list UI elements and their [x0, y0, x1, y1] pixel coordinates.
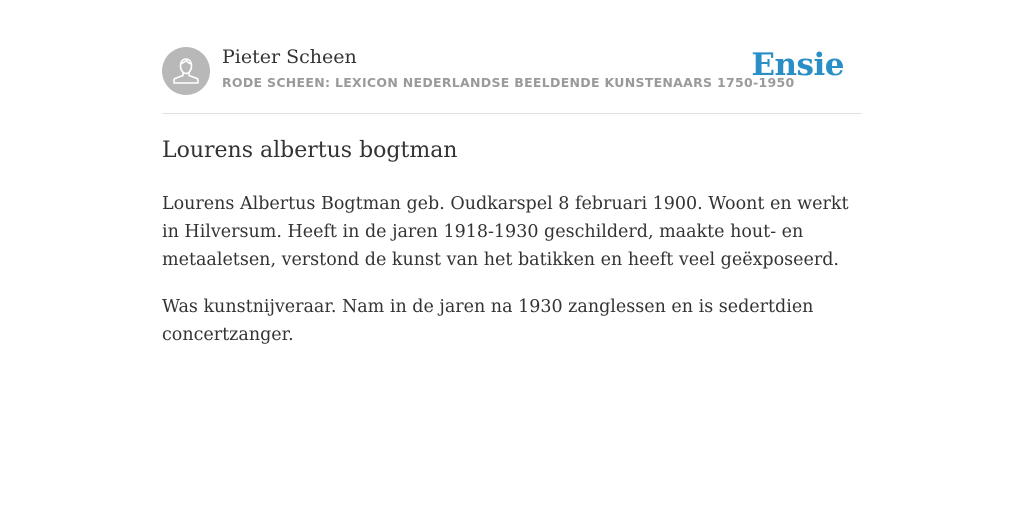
user-silhouette-icon[interactable] [162, 47, 210, 95]
author-name[interactable]: Pieter Scheen [222, 46, 357, 68]
article-paragraph: Lourens Albertus Bogtman geb. Oudkarspel 8 februari 1900. Woont en werkt in Hilversum. Heeft in de jaren 1918-1930 geschilderd, maakte hout- en metaaletsen, verstond de kunst van het batikken en heeft veel geëxposeerd. [162, 194, 849, 270]
article-title: Lourens albertus bogtman [162, 138, 458, 163]
article-body [162, 190, 862, 368]
source-title[interactable]: RODE SCHEEN: LEXICON NEDERLANDSE BEELDENDE KUNSTENAARS 1750-1950 [222, 75, 795, 90]
article-paragraph: Was kunstnijveraar. Nam in de jaren na 1930 zanglessen en is sedertdien concertzanger. [162, 297, 814, 345]
author-header [162, 0, 862, 114]
ensie-logo[interactable]: Ensie [751, 47, 844, 83]
article-card [162, 0, 862, 345]
